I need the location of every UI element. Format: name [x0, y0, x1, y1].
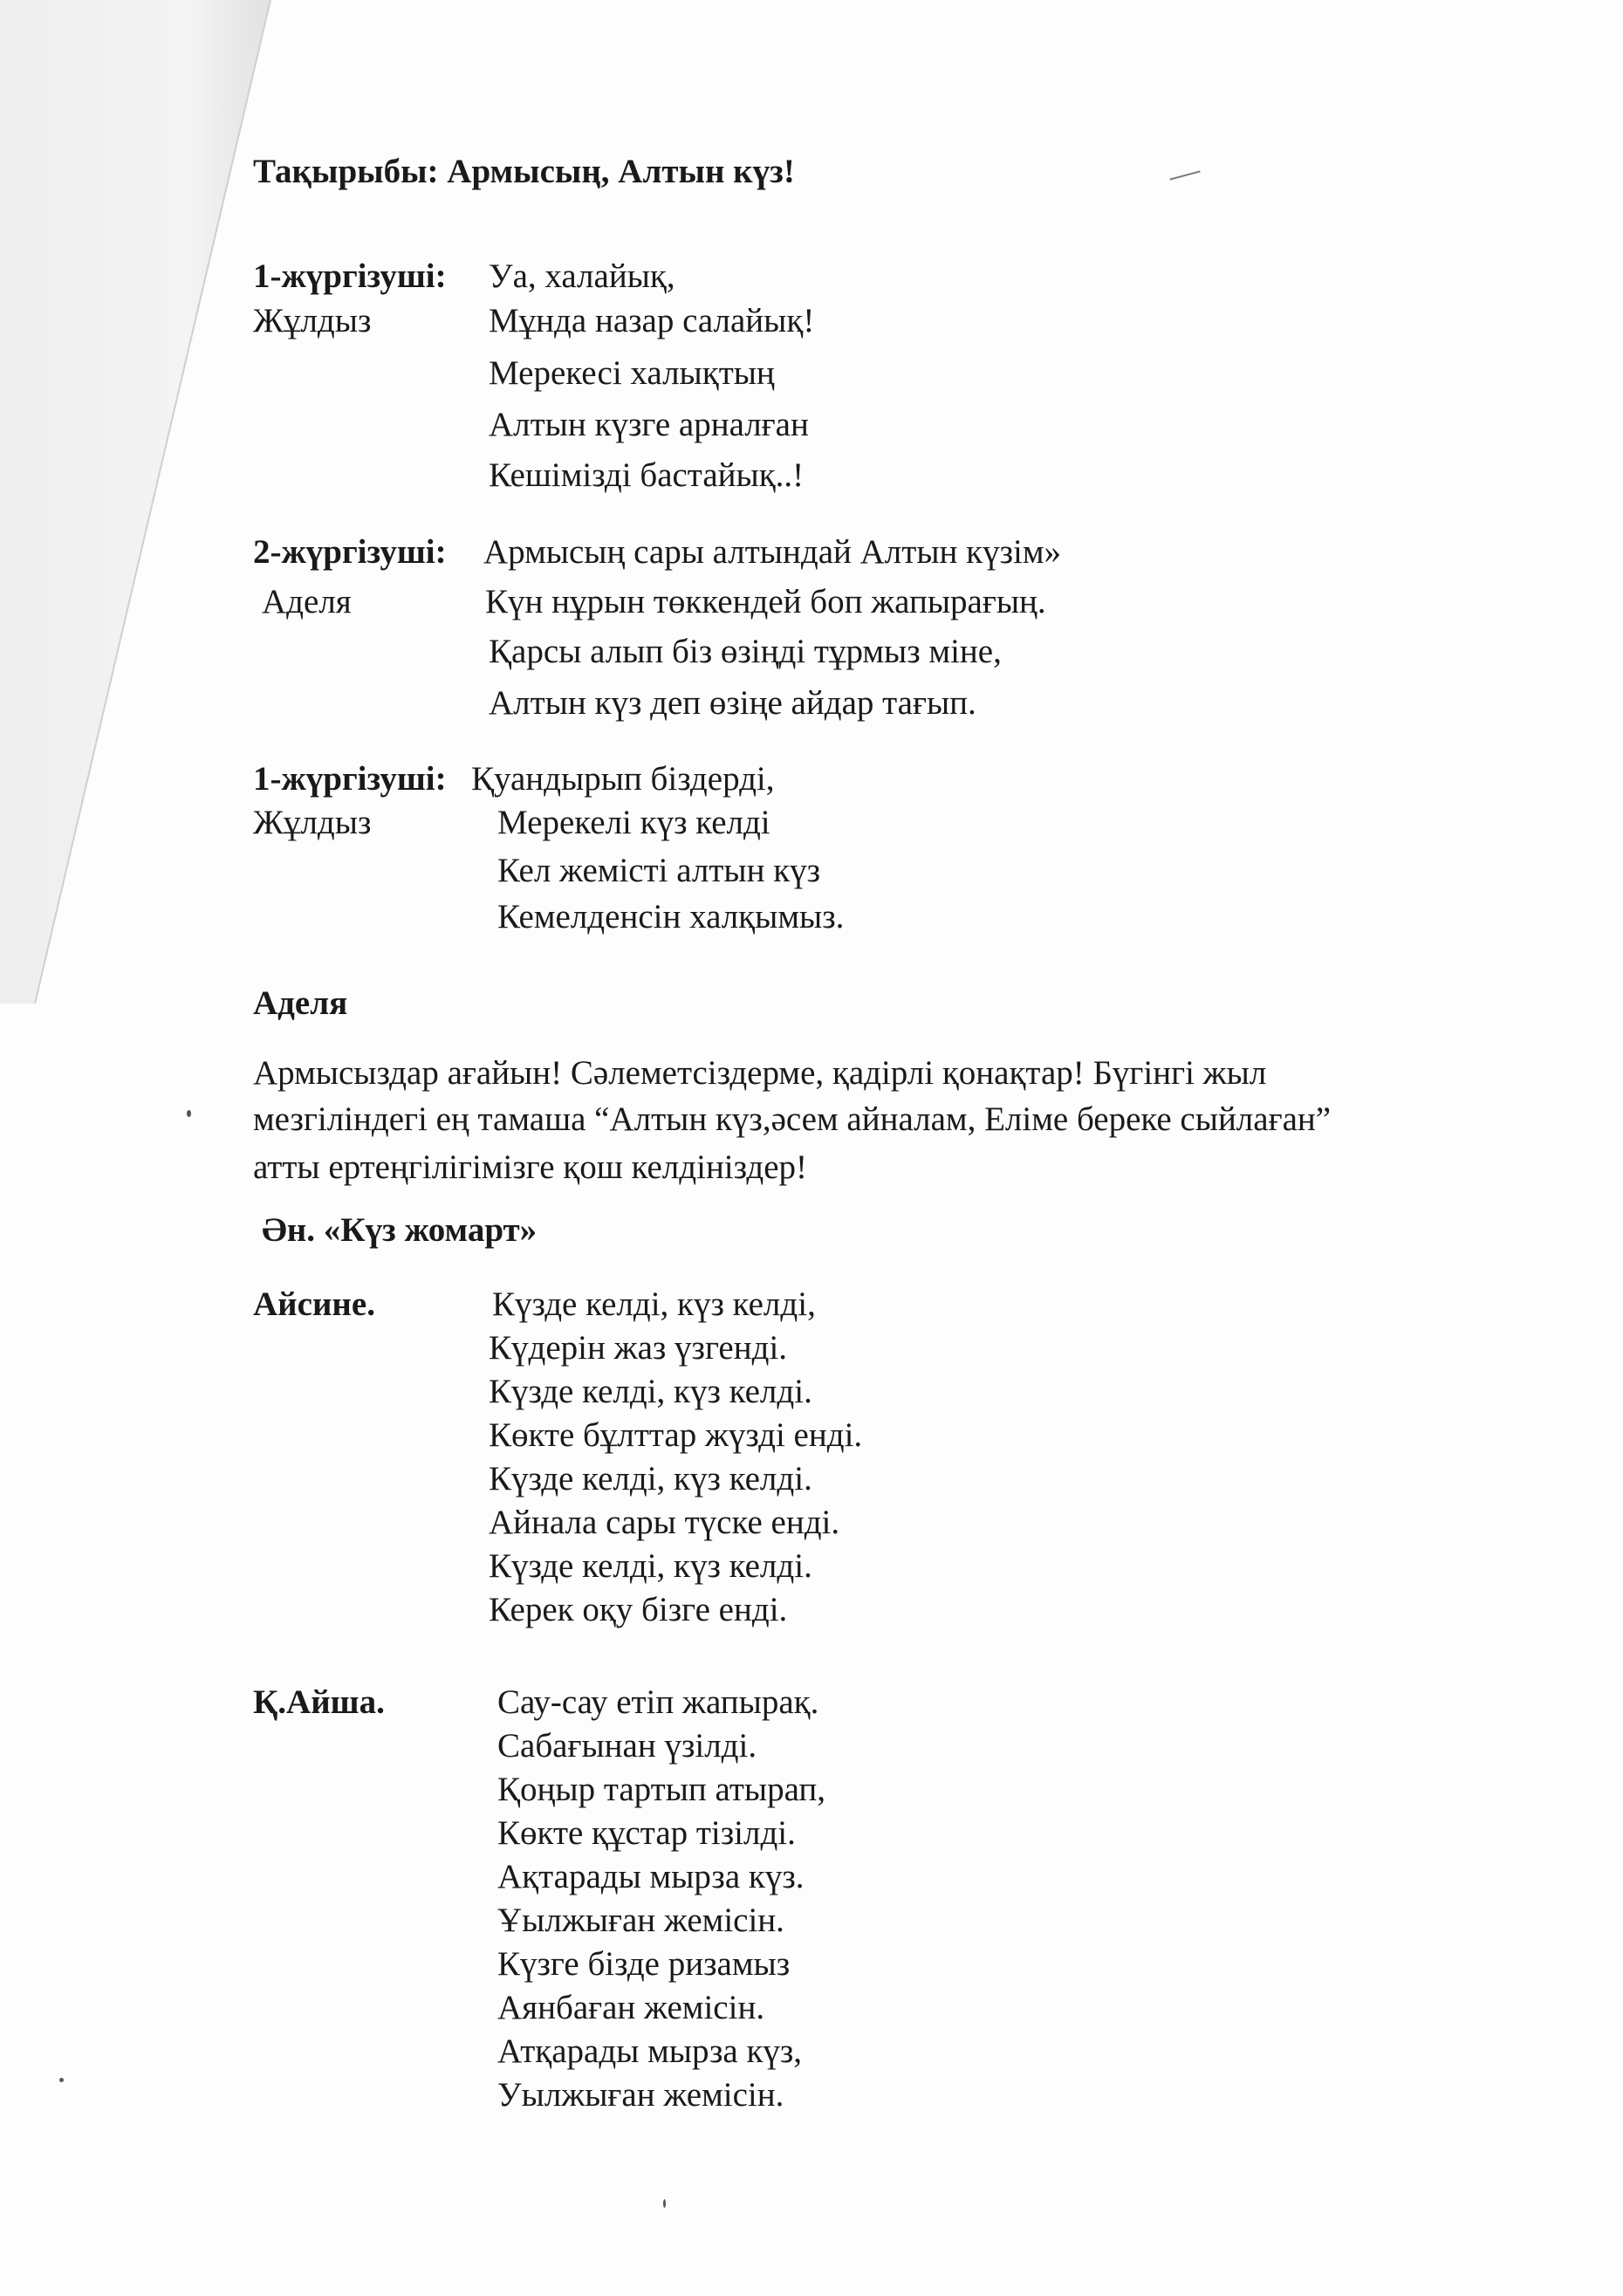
- paragraph-line: атты ертеңгілігімізге қош келдініздер!: [253, 1148, 807, 1186]
- speaker-name: Қ.Айша.: [253, 1683, 385, 1721]
- speaker-name: Жұлдыз: [253, 804, 372, 841]
- verse-line: Кешімізді бастайық..!: [489, 456, 805, 494]
- verse-line: Ұылжыған жемісін.: [497, 1902, 784, 1939]
- verse-line: Уа, халайық,: [489, 257, 675, 295]
- verse-line: Көкте бұлттар жүзді енді.: [489, 1416, 863, 1454]
- folded-corner: [0, 0, 288, 1047]
- verse-line: Айнала сары түске енді.: [489, 1504, 840, 1541]
- speaker-name: Аделя: [262, 583, 352, 620]
- scan-speck: [59, 2078, 64, 2082]
- verse-line: Кел жемісті алтын күз: [497, 852, 821, 889]
- verse-line: Күдерін жаз үзгенді.: [489, 1329, 788, 1367]
- speaker-label: 2-жүргізуші:: [253, 533, 447, 571]
- verse-line: Сау-сау етіп жапырақ.: [497, 1683, 819, 1721]
- verse-line: Керек оқу бізге енді.: [489, 1591, 788, 1628]
- verse-line: Қоңыр тартып атырап,: [497, 1771, 825, 1808]
- scan-speck: [663, 2199, 666, 2208]
- verse-line: Күзде келді, күз келді.: [489, 1373, 812, 1410]
- verse-line: Күзде келді, күз келді.: [489, 1460, 812, 1498]
- song-title: Ән. «Күз жомарт»: [262, 1211, 538, 1249]
- verse-line: Күзге бізде ризамыз: [497, 1945, 791, 1983]
- verse-line: Күзде келді, күз келді,: [492, 1285, 816, 1323]
- speaker-name: Жұлдыз: [253, 302, 372, 339]
- paragraph-line: Армысыздар ағайын! Сәлеметсіздерме, қадірлі қонақтар! Бүгінгі жыл: [253, 1054, 1267, 1092]
- verse-line: Көкте құстар тізілді.: [497, 1814, 796, 1852]
- verse-line: Күзде келді, күз келді.: [489, 1547, 812, 1585]
- paragraph-line: мезгіліндегі ең тамаша “Алтын күз,әсем айналам, Еліме береке сыйлаған”: [253, 1100, 1332, 1138]
- verse-line: Алтын күз деп өзіңе айдар тағып.: [489, 684, 976, 722]
- verse-line: Армысың сары алтындай Алтын күзім»: [483, 533, 1062, 571]
- verse-line: Сабағынан үзілді.: [497, 1727, 757, 1765]
- speaker-heading: Аделя: [253, 984, 348, 1022]
- stray-mark: [1169, 170, 1200, 180]
- verse-line: Мұнда назар салайық!: [489, 302, 815, 339]
- verse-line: Күн нұрын төккендей боп жапырағың.: [485, 583, 1046, 620]
- speaker-name: Айсине.: [253, 1285, 375, 1323]
- verse-line: Ақтарады мырза күз.: [497, 1858, 805, 1895]
- verse-line: Атқарады мырза күз,: [497, 2032, 803, 2070]
- page-title: Тақырыбы: Армысың, Алтын күз!: [253, 153, 795, 190]
- speaker-label: 1-жүргізуші:: [253, 760, 447, 798]
- verse-line: Мерекелі күз келді: [497, 804, 770, 841]
- verse-line: Қарсы алып біз өзіңді тұрмыз міне,: [489, 633, 1002, 670]
- verse-line: Уылжыған жемісін.: [497, 2076, 784, 2114]
- verse-line: Қуандырып біздерді,: [471, 760, 775, 798]
- scan-speck: [187, 1110, 191, 1117]
- verse-line: Мерекесі халықтың: [489, 354, 775, 392]
- verse-line: Аянбаған жемісін.: [497, 1989, 765, 2026]
- verse-line: Алтын күзге арналған: [489, 406, 809, 443]
- speaker-label: 1-жүргізуші:: [253, 257, 447, 295]
- verse-line: Кемелденсін халқымыз.: [497, 898, 845, 936]
